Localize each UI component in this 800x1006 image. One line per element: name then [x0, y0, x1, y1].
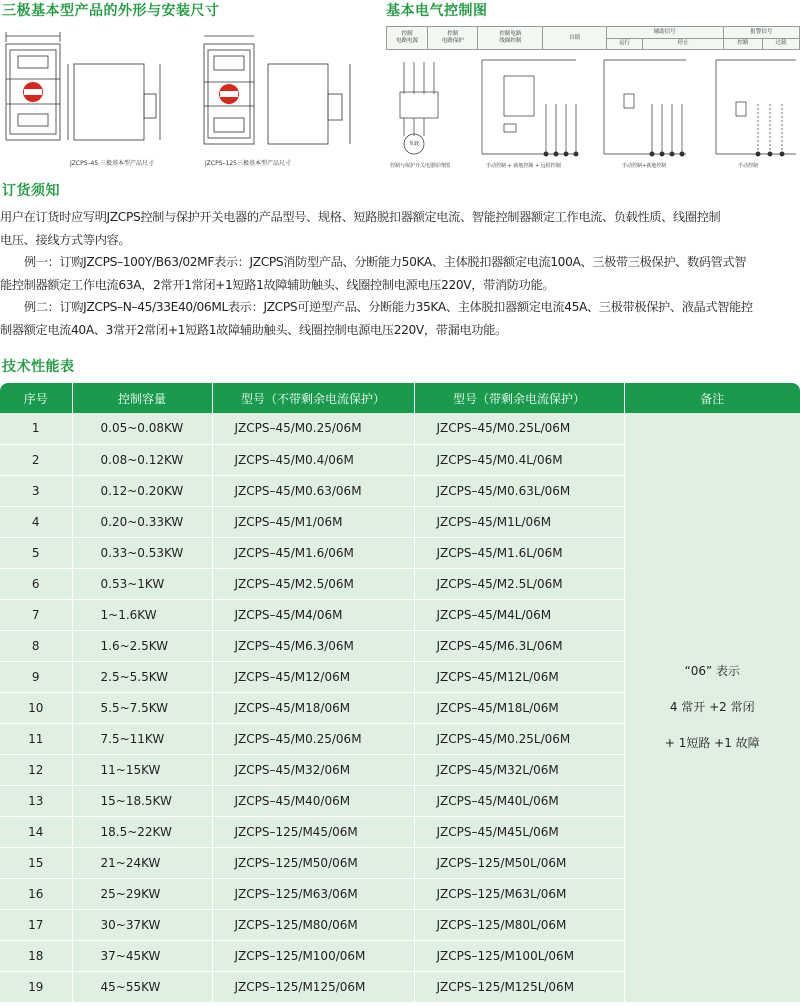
row-model-no-rcd: JZCPS–45/M0.25/06M [212, 413, 414, 444]
row-model-rcd: JZCPS–45/M0.4L/06M [414, 444, 624, 475]
row-index: 19 [0, 971, 72, 1002]
row-model-rcd: JZCPS–45/M1.6L/06M [414, 537, 624, 568]
order-para-line: 用户在订货时应写明JZCPS控制与保护开关电器的产品型号、规格、短路脱扣器额定电流、智能控制器额定工作电流、负载性质、线圈控制 [0, 210, 721, 224]
row-model-rcd: JZCPS–45/M4L/06M [414, 599, 624, 630]
spec-header-row [0, 383, 800, 413]
row-capacity: 21~24KW [72, 847, 212, 878]
row-index: 2 [0, 444, 72, 475]
row-capacity: 45~55KW [72, 971, 212, 1002]
row-model-rcd: JZCPS–125/M50L/06M [414, 847, 624, 878]
header-model-rcd: 型号（带剩余电流保护） [414, 383, 624, 413]
row-model-rcd: JZCPS–45/M6.3L/06M [414, 630, 624, 661]
row-model-no-rcd: JZCPS–125/M80/06M [212, 909, 414, 940]
row-capacity: 37~45KW [72, 940, 212, 971]
row-capacity: 25~29KW [72, 878, 212, 909]
row-model-no-rcd: JZCPS–125/M63/06M [212, 878, 414, 909]
row-model-no-rcd: JZCPS–45/M0.4/06M [212, 444, 414, 475]
row-model-no-rcd: JZCPS–45/M18/06M [212, 692, 414, 723]
row-index: 5 [0, 537, 72, 568]
header-model-no-rcd: 型号（不带剩余电流保护） [212, 383, 414, 413]
row-index: 1 [0, 413, 72, 444]
row-model-no-rcd: JZCPS–45/M0.25/06M [212, 723, 414, 754]
header-remark: 备注 [624, 383, 800, 413]
order-example-1-line: 能控制器额定工作电流63A，2常开1常闭+1短路1故障辅助触头、线圈控制电源电压220V，带消防功能。 [0, 277, 555, 292]
row-model-rcd: JZCPS–45/M18L/06M [414, 692, 624, 723]
row-capacity: 0.53~1KW [72, 568, 212, 599]
header-capacity: 控制容量 [72, 383, 212, 413]
row-model-rcd: JZCPS–125/M80L/06M [414, 909, 624, 940]
dimension-drawing-svg [0, 24, 375, 174]
row-index: 4 [0, 506, 72, 537]
order-para-line: 电压、接线方式等内容。 [0, 232, 131, 247]
row-model-no-rcd: JZCPS–45/M1.6/06M [212, 537, 414, 568]
control-diagram [386, 22, 800, 174]
dimensions-title: 三极基本型产品的外形与安装尺寸 [2, 3, 220, 19]
row-capacity: 1~1.6KW [72, 599, 212, 630]
row-index: 3 [0, 475, 72, 506]
control-diagram-title: 基本电气控制图 [386, 3, 488, 19]
row-model-no-rcd: JZCPS–45/M40/06M [212, 785, 414, 816]
ctrl-cell-run: 运行 [606, 38, 643, 50]
control-load-label: 负载 [409, 141, 420, 147]
spec-table [0, 383, 800, 1003]
ctrl-cell-aux: 辅助信号 [606, 27, 723, 39]
row-capacity: 0.08~0.12KW [72, 444, 212, 475]
row-capacity: 0.12~0.20KW [72, 475, 212, 506]
row-index: 10 [0, 692, 72, 723]
row-index: 13 [0, 785, 72, 816]
remark-line: “06” 表示 [684, 664, 741, 678]
row-index: 15 [0, 847, 72, 878]
row-capacity: 5.5~7.5KW [72, 692, 212, 723]
row-index: 9 [0, 661, 72, 692]
row-model-no-rcd: JZCPS–45/M1/06M [212, 506, 414, 537]
row-capacity: 15~18.5KW [72, 785, 212, 816]
header-index: 序号 [0, 383, 72, 413]
dimension-drawings [0, 24, 375, 174]
ctrl-cell-overload: 过载 [762, 38, 799, 50]
order-notes-body [0, 206, 800, 341]
order-example-2-line: 制器额定电流40A、3常开2常闭+1短路1故障辅助触头、线圈控制电源电压220V，带漏电功能。 [0, 322, 507, 337]
row-model-no-rcd: JZCPS–45/M4/06M [212, 599, 414, 630]
remark-line: + 1短路 +1 故障 [664, 736, 760, 750]
row-index: 14 [0, 816, 72, 847]
remark-cell [624, 413, 800, 1002]
dimension-caption-125: JZCPS–125三极基本型产品尺寸 [205, 160, 291, 167]
row-capacity: 2.5~5.5KW [72, 661, 212, 692]
row-model-rcd: JZCPS–125/M63L/06M [414, 878, 624, 909]
control-circuit-svg [386, 54, 800, 166]
row-model-rcd: JZCPS–125/M125L/06M [414, 971, 624, 1002]
row-model-rcd: JZCPS–125/M100L/06M [414, 940, 624, 971]
ctrl-cell-selflock: 自锁 [543, 27, 606, 50]
row-model-rcd: JZCPS–45/M12L/06M [414, 661, 624, 692]
order-example-2-line: 例二：订购JZCPS–N–45/33E40/06ML表示：JZCPS可逆型产品、分断能力35KA、主体脱扣器额定电流45A、三极带极保护、液晶式智能控 [24, 300, 753, 314]
row-model-no-rcd: JZCPS–125/M100/06M [212, 940, 414, 971]
row-capacity: 1.6~2.5KW [72, 630, 212, 661]
row-model-no-rcd: JZCPS–125/M125/06M [212, 971, 414, 1002]
row-capacity: 0.33~0.53KW [72, 537, 212, 568]
row-model-no-rcd: JZCPS–125/M50/06M [212, 847, 414, 878]
row-model-rcd: JZCPS–45/M0.25L/06M [414, 413, 624, 444]
row-model-rcd: JZCPS–45/M40L/06M [414, 785, 624, 816]
control-caption-remote: 手动控制 + 就地控制 + 远程控制 [486, 163, 561, 169]
row-model-rcd: JZCPS–45/M1L/06M [414, 506, 624, 537]
row-model-no-rcd: JZCPS–45/M32/06M [212, 754, 414, 785]
row-model-rcd: JZCPS–45/M2.5L/06M [414, 568, 624, 599]
ctrl-cell-alarm: 报警信号 [723, 27, 799, 39]
row-capacity: 7.5~11KW [72, 723, 212, 754]
control-header-table [386, 26, 800, 50]
row-model-no-rcd: JZCPS–45/M6.3/06M [212, 630, 414, 661]
order-notes-title: 订货须知 [2, 183, 60, 199]
row-index: 16 [0, 878, 72, 909]
ctrl-cell-coil: 控制电路 线圈控制 [478, 27, 543, 50]
row-capacity: 0.20~0.33KW [72, 506, 212, 537]
row-index: 17 [0, 909, 72, 940]
control-caption-local: 手动控制+就地控制 [622, 163, 667, 169]
control-caption-manual: 手动控制 [738, 163, 759, 169]
control-caption-principle: 控制与保护开关电器原理图 [390, 163, 451, 169]
ctrl-cell-stop: 停止 [643, 38, 723, 50]
row-index: 12 [0, 754, 72, 785]
row-index: 11 [0, 723, 72, 754]
remark-line: 4 常开 +2 常闭 [669, 700, 755, 714]
row-model-rcd: JZCPS–45/M32L/06M [414, 754, 624, 785]
spec-table-title: 技术性能表 [2, 359, 75, 375]
row-capacity: 11~15KW [72, 754, 212, 785]
order-example-1-line: 例一：订购JZCPS–100Y/B63/02MF表示：JZCPS消防型产品、分断能力50KA、主体脱扣器额定电流100A、三极带三极保护、数码管式智 [24, 255, 747, 269]
row-index: 18 [0, 940, 72, 971]
row-index: 6 [0, 568, 72, 599]
row-model-rcd: JZCPS–45/M45L/06M [414, 816, 624, 847]
ctrl-cell-power: 控制 电路电源 [387, 27, 428, 50]
dimension-caption-45: JZCPS–45 三极基本型产品尺寸 [70, 160, 155, 167]
row-capacity: 18.5~22KW [72, 816, 212, 847]
row-model-no-rcd: JZCPS–45/M2.5/06M [212, 568, 414, 599]
row-index: 7 [0, 599, 72, 630]
table-row [0, 413, 800, 444]
row-capacity: 0.05~0.08KW [72, 413, 212, 444]
row-model-no-rcd: JZCPS–45/M0.63/06M [212, 475, 414, 506]
ctrl-cell-protect: 控制 电路保护 [428, 27, 478, 50]
row-model-no-rcd: JZCPS–45/M12/06M [212, 661, 414, 692]
row-capacity: 30~37KW [72, 909, 212, 940]
row-model-rcd: JZCPS–45/M0.63L/06M [414, 475, 624, 506]
ctrl-cell-ctrl: 控路 [723, 38, 762, 50]
row-model-rcd: JZCPS–45/M0.25L/06M [414, 723, 624, 754]
row-model-no-rcd: JZCPS–125/M45/06M [212, 816, 414, 847]
row-index: 8 [0, 630, 72, 661]
